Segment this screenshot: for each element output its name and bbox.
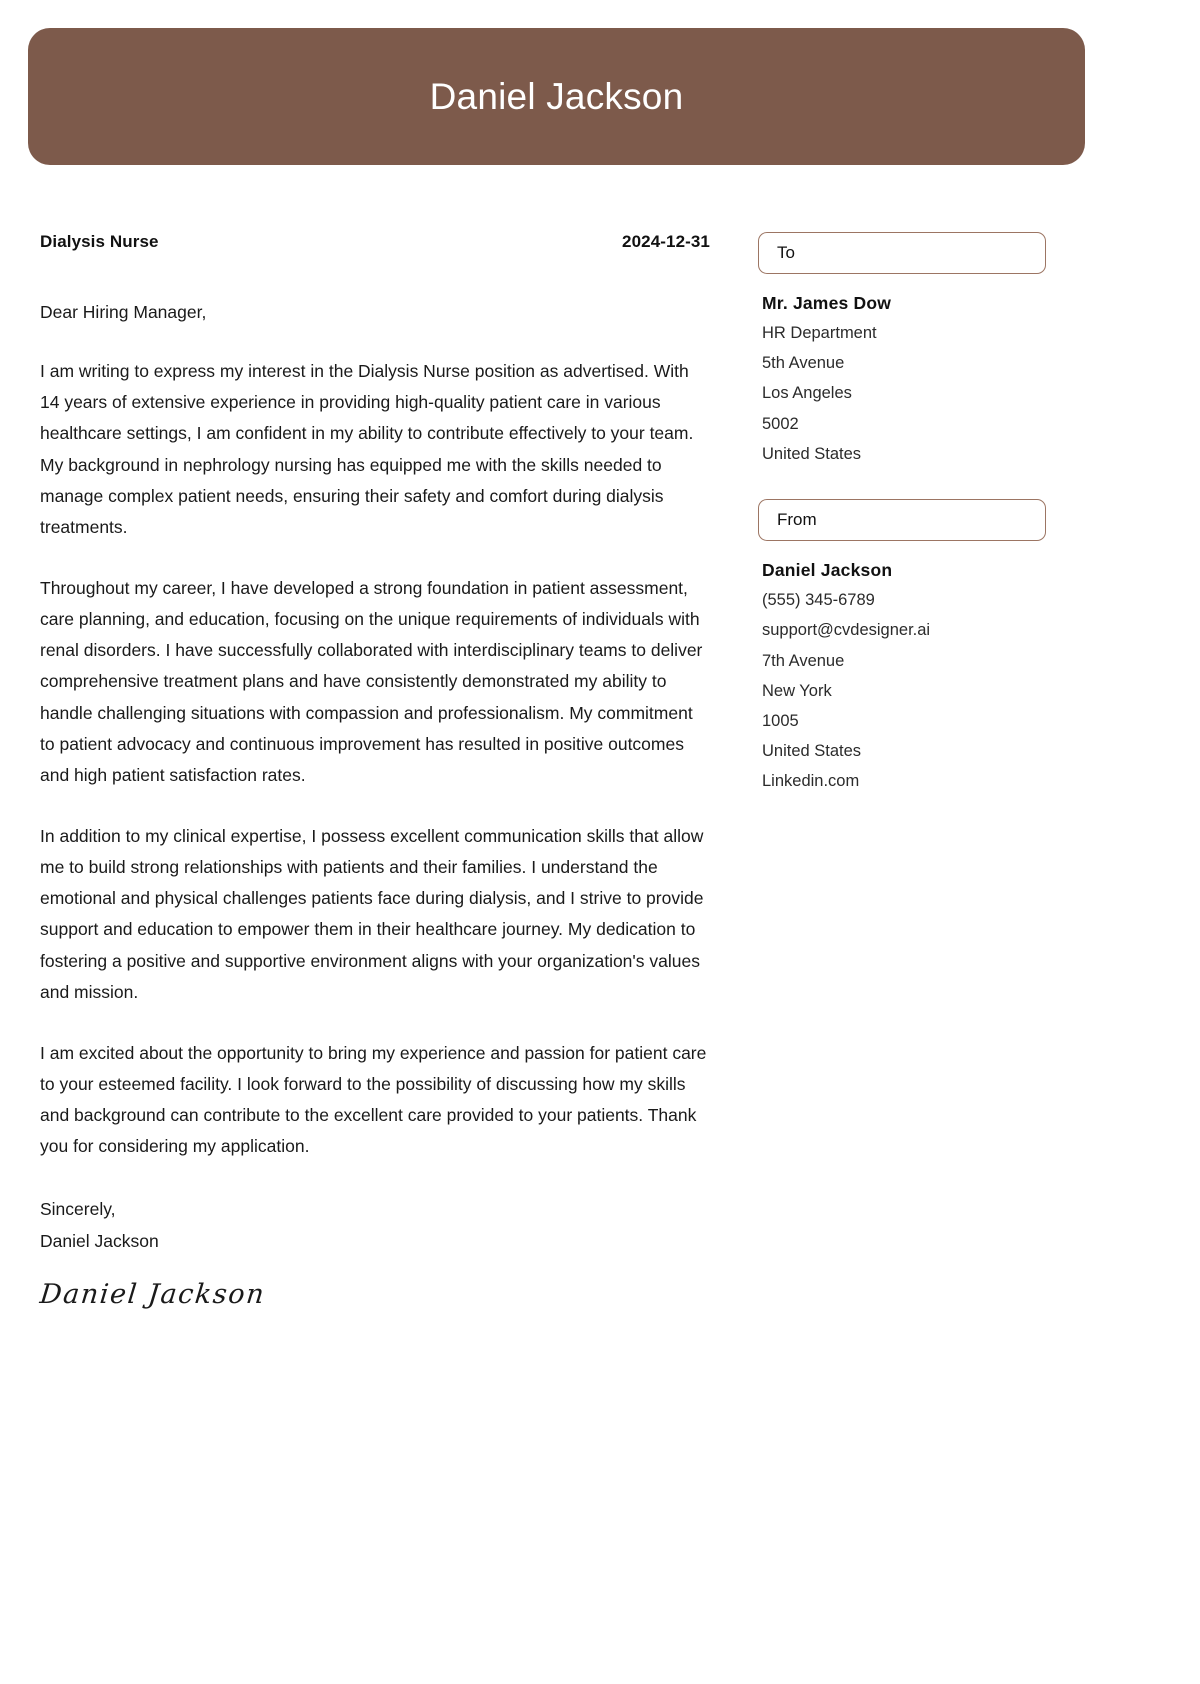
signature: Daniel Jackson (38, 1278, 267, 1310)
recipient-line: HR Department (762, 324, 877, 343)
letter-paragraph: I am writing to express my interest in the Dialysis Nurse position as advertised. With 14 years of extensive experience in providing high-quality patient care in various healthcare settings, I am confident in my ability to contribute effectively to your team. My background in nephrology nursing has equipped me with the skills needed to manage complex patient needs, ensuring their safety and comfort during dialysis treatments. (40, 361, 694, 537)
closing-name: Daniel Jackson (40, 1230, 159, 1251)
recipient-line: United States (762, 444, 862, 463)
sender-line: (555) 345-6789 (762, 591, 875, 610)
sender-line: New York (762, 681, 832, 700)
recipient-block (758, 288, 1075, 469)
document-body (0, 232, 1200, 1310)
address-sidebar (710, 232, 1200, 796)
closing-word: Sincerely, (40, 1199, 116, 1220)
sender-block (758, 555, 1075, 796)
recipient-line: Los Angeles (762, 384, 852, 403)
header-banner (28, 28, 1085, 165)
recipient-line: 5th Avenue (762, 354, 845, 373)
sender-line: support@cvdesigner.ai (762, 621, 931, 640)
letter-paragraph: I am excited about the opportunity to bring my experience and passion for patient care to your esteemed facility. I look forward to the possibility of discussing how my skills and background can contribute to the excellent care provided to your patients. Thank you for considering my application. (40, 1042, 707, 1157)
letter-heading-row (40, 232, 710, 252)
letter-date: 2024-12-31 (622, 232, 710, 251)
letter-paragraph: Throughout my career, I have developed a strong foundation in patient assessment, care planning, and education, focusing on the unique requirements of individuals with renal disorders. I have successfully collaborated with interdisciplinary teams to deliver comprehensive treatment plans and have consistently demonstrated my ability to handle challenging situations with compassion and professionalism. My commitment to patient advocacy and continuous improvement has resulted in positive outcomes and high patient satisfaction rates. (40, 577, 703, 785)
recipient-line: 5002 (762, 414, 799, 433)
sender-label-box (758, 499, 1046, 541)
sender-line: Linkedin.com (762, 772, 860, 791)
letter-paragraph: In addition to my clinical expertise, I possess excellent communication skills that allow me to build strong relationships with patients and their families. I understand the emotional and physical challenges patients face during dialysis, and I strive to provide support and education to empower them in their healthcare journey. My dedication to fostering a positive and supportive environment aligns with your organization's values and mission. (40, 825, 704, 1002)
closing-block (40, 1194, 710, 1256)
sender-line: United States (762, 742, 862, 761)
salutation: Dear Hiring Manager, (40, 302, 207, 322)
recipient-label: To (777, 243, 795, 262)
letter-column (0, 232, 710, 1310)
recipient-label-box (758, 232, 1046, 274)
recipient-name: Mr. James Dow (762, 293, 892, 313)
sender-line: 1005 (762, 711, 799, 730)
sender-label: From (777, 510, 817, 530)
job-title: Dialysis Nurse (40, 232, 159, 251)
page-title: Daniel Jackson (429, 76, 684, 117)
sender-name: Daniel Jackson (762, 560, 893, 581)
sender-line: 7th Avenue (762, 651, 845, 670)
